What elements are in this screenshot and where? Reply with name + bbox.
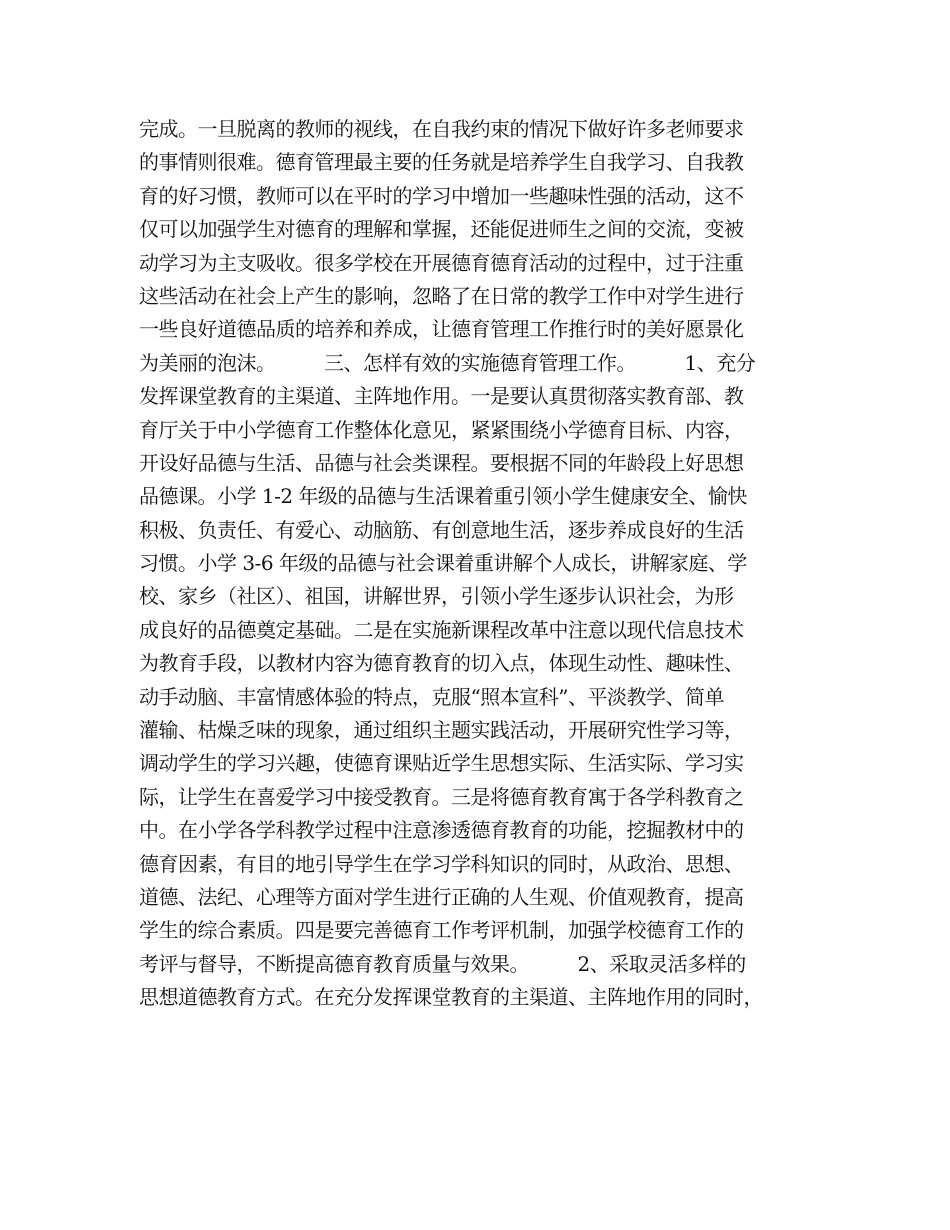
body-text [139, 113, 839, 1015]
text-line: 德育因素，有目的地引导学生在学习学科知识的同时，从政治、思想、 [139, 851, 744, 876]
text-line: 仅可以加强学生对德育的理解和掌握，还能促进师生之间的交流，变被 [139, 217, 744, 242]
text-line: 的事情则很难。德育管理最主要的任务就是培养学生自我学习、自我教 [139, 150, 744, 175]
text-line: 际，让学生在喜爱学习中接受教育。三是将德育教育寓于各学科教育之 [139, 784, 744, 809]
text-line: 校、家乡（社区）、祖国，讲解世界，引领小学生逐步认识社会，为形 [139, 584, 734, 609]
text-line: 习惯。小学 3-6 年级的品德与社会课着重讲解个人成长，讲解家庭、学 [139, 551, 747, 576]
text-line: 动手动脑、丰富情感体验的特点，克服“照本宣科”、平淡教学、简单 [139, 684, 724, 709]
text-line: 中。在小学各学科教学过程中注意渗透德育教育的功能，挖掘教材中的 [139, 818, 744, 843]
text-line: 品德课。小学 1-2 年级的品德与生活课着重引领小学生健康安全、愉快 [139, 484, 747, 509]
text-line: 考评与督导，不断提高德育教育质量与效果。 2、采取灵活多样的 [139, 951, 746, 976]
text-line: 学生的综合素质。四是要完善德育工作考评机制，加强学校德育工作的 [139, 918, 744, 943]
text-line: 完成。一旦脱离的教师的视线，在自我约束的情况下做好许多老师要求 [139, 117, 744, 141]
text-line: 积极、负责任、有爱心、动脑筋、有创意地生活，逐步养成良好的生活 [139, 517, 744, 542]
text-line: 为美丽的泡沫。 三、怎样有效的实施德育管理工作。 1、充分 [139, 350, 756, 375]
text-line: 育的好习惯，教师可以在平时的学习中增加一些趣味性强的活动，这不 [139, 183, 744, 208]
text-line: 道德、法纪、心理等方面对学生进行正确的人生观、价值观教育，提高 [139, 884, 744, 909]
text-line: 为教育手段，以教材内容为德育教育的切入点，体现生动性、趣味性、 [139, 651, 744, 676]
text-line: 调动学生的学习兴趣，使德育课贴近学生思想实际、生活实际、学习实 [139, 751, 744, 776]
text-line: 一些良好道德品质的培养和养成，让德育管理工作推行时的美好愿景化 [139, 317, 744, 342]
text-line: 动学习为主支吸收。很多学校在开展德育德育活动的过程中，过于注重 [139, 250, 744, 275]
text-line: 这些活动在社会上产生的影响，忽略了在日常的教学工作中对学生进行 [139, 283, 744, 308]
text-line: 育厅关于中小学德育工作整体化意见，紧紧围绕小学德育目标、内容， [139, 417, 744, 442]
text-line: 发挥课堂教育的主渠道、主阵地作用。一是要认真贯彻落实教育部、教 [139, 384, 744, 409]
text-line: 成良好的品德奠定基础。二是在实施新课程改革中注意以现代信息技术 [139, 617, 744, 642]
text-line: 开设好品德与生活、品德与社会类课程。要根据不同的年龄段上好思想 [139, 450, 744, 475]
text-line: 灌输、枯燥乏味的现象，通过组织主题实践活动，开展研究性学习等， [139, 718, 744, 743]
text-line: 思想道德教育方式。在充分发挥课堂教育的主渠道、主阵地作用的同时， [139, 985, 763, 1010]
